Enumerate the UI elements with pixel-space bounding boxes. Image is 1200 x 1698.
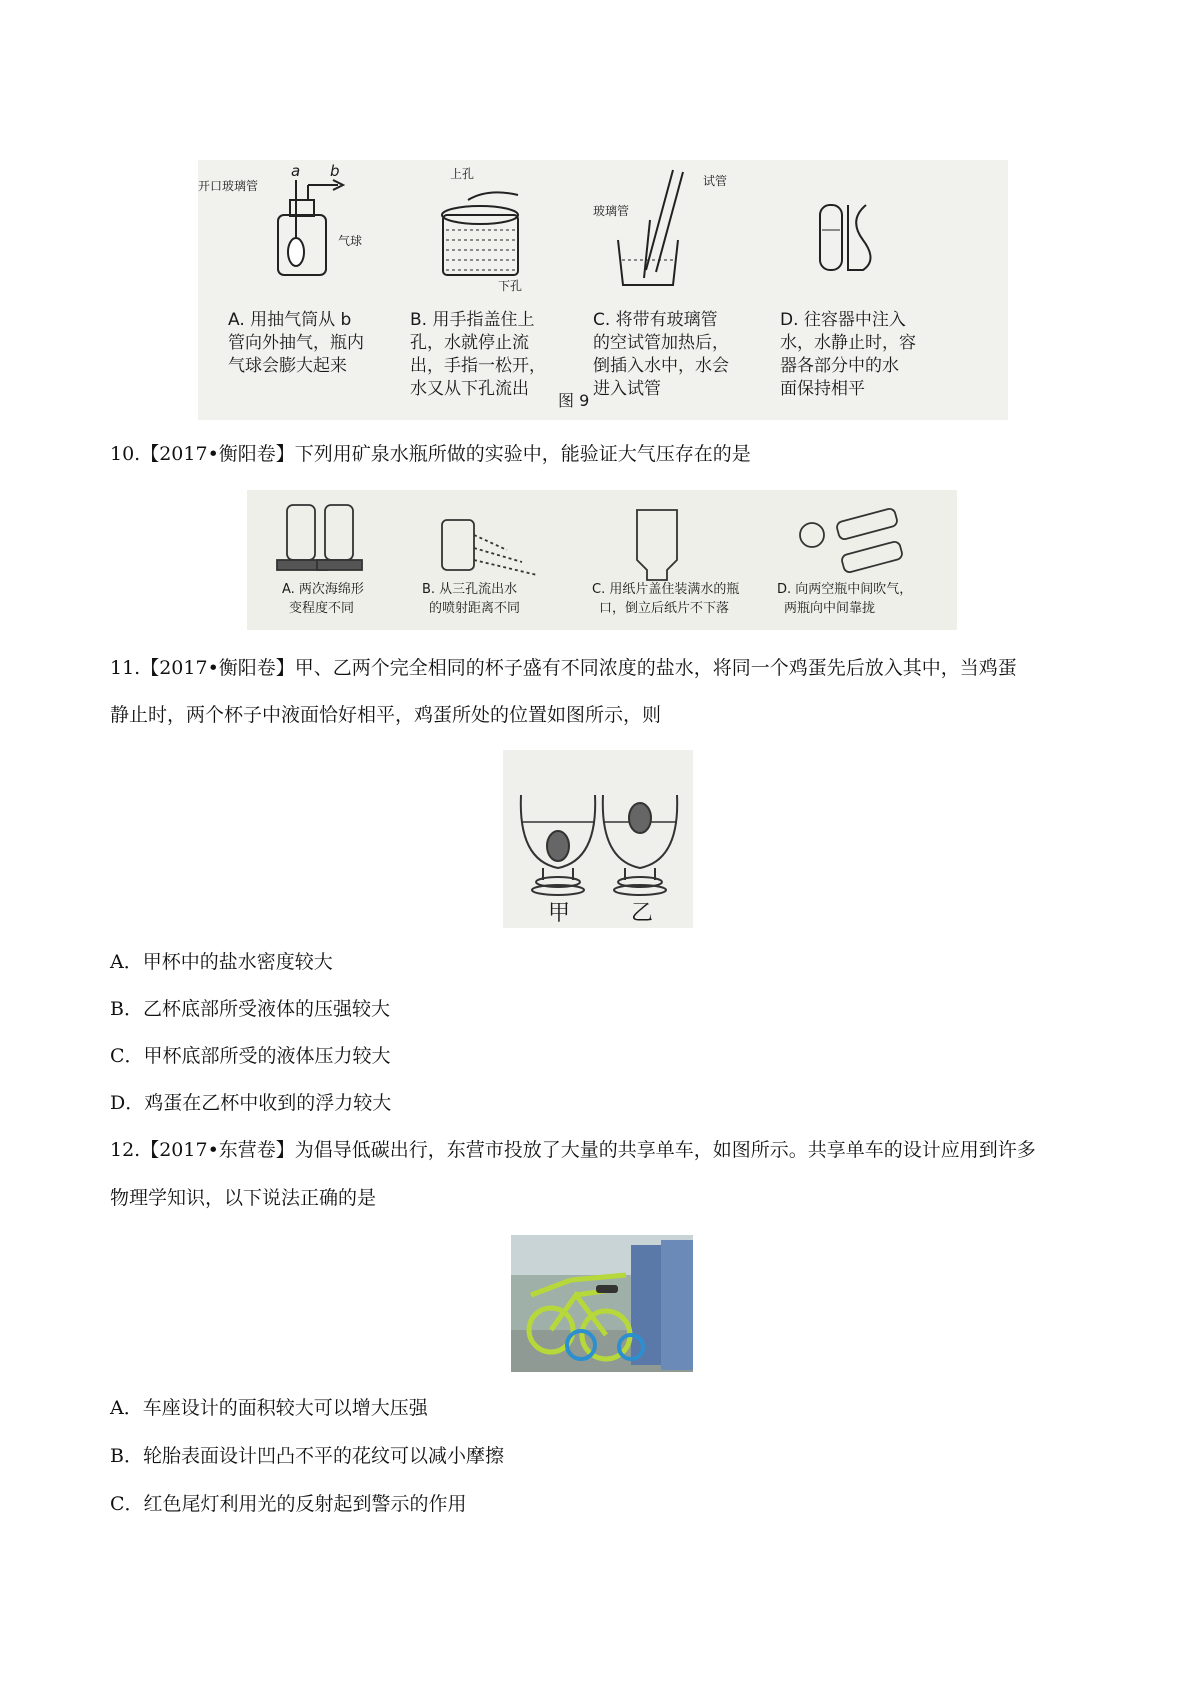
- question-12-line1: 12.【2017•东营卷】为倡导低碳出行，东营市投放了大量的共享单车，如图所示。共享单车的设计应用到许多: [110, 1139, 1036, 1161]
- q10-caption-d-line2: 两瓶向中间靠拢: [784, 601, 876, 616]
- label-balloon: 气球: [338, 234, 363, 248]
- q11-option-d: D．鸡蛋在乙杯中收到的浮力较大: [110, 1092, 392, 1114]
- caption-c-line2: 的空试管加热后，: [593, 333, 729, 353]
- q12-option-b: B．轮胎表面设计凹凸不平的花纹可以减小摩擦: [110, 1445, 504, 1467]
- panel-c-diagram: [618, 170, 683, 285]
- q11-option-a: A．甲杯中的盐水密度较大: [110, 951, 333, 973]
- caption-c-line3: 倒插入水中，水会: [593, 356, 729, 376]
- figure-q12-shared-bikes: [511, 1235, 693, 1372]
- caption-b-line4: 水又从下孔流出: [410, 379, 529, 399]
- q11-option-c: C．甲杯底部所受的液体压力较大: [110, 1045, 391, 1067]
- caption-c-line1: C. 将带有玻璃管: [593, 310, 718, 330]
- caption-b-line1: B. 用手指盖住上: [410, 310, 535, 330]
- label-test-tube: 试管: [703, 174, 728, 188]
- q11-option-b: B．乙杯底部所受液体的压强较大: [110, 998, 390, 1020]
- q10-caption-a-line1: A. 两次海绵形: [282, 582, 364, 597]
- label-a: a: [291, 162, 301, 180]
- cup-label-yi: 乙: [631, 901, 654, 926]
- q12-option-a: A．车座设计的面积较大可以增大压强: [110, 1397, 428, 1419]
- q10-caption-b-line2: 的喷射距离不同: [429, 601, 521, 616]
- label-bottom-hole: 下孔: [498, 279, 523, 293]
- caption-a-line2: 管向外抽气，瓶内: [228, 333, 364, 353]
- caption-a-line3: 气球会膨大起来: [228, 356, 347, 376]
- caption-b-line2: 孔，水就停止流: [410, 333, 529, 353]
- q10-caption-d-line1: D. 向两空瓶中间吹气，: [777, 582, 913, 597]
- q10-caption-c-line1: C. 用纸片盖住装满水的瓶: [592, 582, 740, 597]
- label-open-tube: 开口玻璃管: [198, 179, 259, 193]
- q10-caption-b-line1: B. 从三孔流出水: [422, 582, 518, 597]
- figure-q10: [247, 490, 957, 630]
- figure-q11-cups: [503, 750, 693, 928]
- cup-label-jia: 甲: [548, 901, 571, 926]
- caption-d-line2: 水，水静止时，容: [780, 333, 916, 353]
- question-11-line1: 11.【2017•衡阳卷】甲、乙两个完全相同的杯子盛有不同浓度的盐水，将同一个鸡蛋先后放入其中，当鸡蛋: [110, 657, 1017, 679]
- panel-b-diagram: [442, 192, 518, 275]
- question-10: 10.【2017•衡阳卷】下列用矿泉水瓶所做的实验中，能验证大气压存在的是: [110, 443, 751, 465]
- panel-a-diagram: [278, 180, 343, 275]
- question-11-line2: 静止时，两个杯子中液面恰好相平，鸡蛋所处的位置如图所示，则: [110, 704, 662, 726]
- caption-a-line1: A. 用抽气筒从 b: [228, 310, 352, 330]
- panel-d-diagram: [820, 205, 871, 270]
- label-b: b: [330, 162, 340, 180]
- question-12-line2: 物理学知识，以下说法正确的是: [110, 1187, 377, 1209]
- label-glass-tube: 玻璃管: [593, 204, 630, 218]
- q10-caption-c-line2: 口，倒立后纸片不下落: [599, 601, 730, 616]
- caption-d-line4: 面保持相平: [780, 379, 865, 399]
- figure-9: [198, 160, 1008, 420]
- label-top-hole: 上孔: [450, 167, 475, 181]
- caption-b-line3: 出，手指一松开，: [410, 356, 546, 376]
- q10-caption-a-line2: 变程度不同: [289, 601, 355, 616]
- caption-d-line3: 器各部分中的水: [780, 356, 899, 376]
- figure-9-title: 图 9: [558, 391, 590, 410]
- caption-d-line1: D. 往容器中注入: [780, 310, 906, 330]
- q12-option-c: C．红色尾灯利用光的反射起到警示的作用: [110, 1493, 467, 1515]
- caption-c-line4: 进入试管: [593, 379, 661, 399]
